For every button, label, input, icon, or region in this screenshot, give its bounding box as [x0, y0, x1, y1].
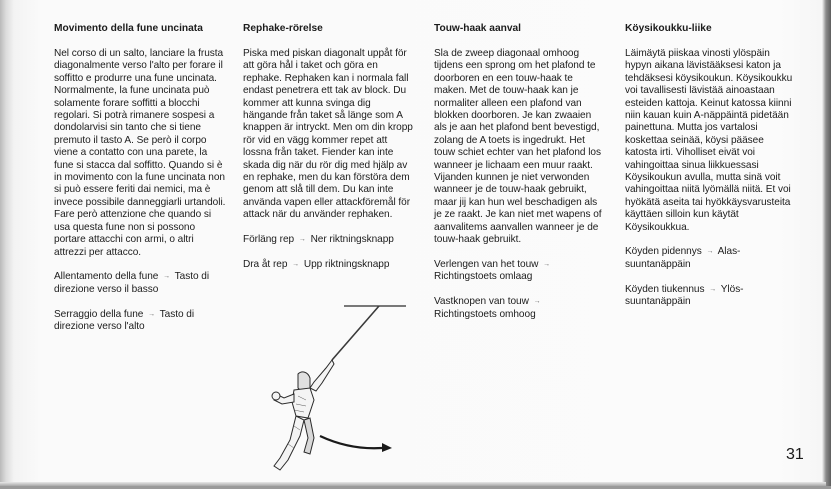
- section-body: Läimäytä piiskaa vinosti ylöspäin hypyn aikana lävistääksesi katon ja tehdäksesi köysikoukun. Köysikoukku voi tavallisesti lävistää ainoastaan esteiden kattoja. Keinut katossa kiinni niin kauan kuin A-näppäintä pidetään painettuna. Mutta jos vartalosi koskettaa seinää, köysi pääsee katosta irti. Viholliset eivät voi vahingoittaa sinua liikkuessasi Köysikoukun avulla, mutta sinä voit vahingoittaa niitä lyömällä niitä. Et voi hyökätä aseita tai hyökkäysvarusteita käyttäen silloin kun käytät Köysikoukkua.: [625, 48, 793, 233]
- control-line: [434, 296, 606, 321]
- section-heading: Rephake-rörelse: [243, 23, 323, 34]
- control-line: [625, 246, 755, 271]
- control-line: [434, 259, 606, 284]
- arrow-icon: →: [706, 248, 714, 256]
- control-key: Alas-suuntanäppäin: [625, 246, 741, 270]
- page-number: 31: [786, 446, 804, 463]
- section-heading: Touw-haak aanval: [434, 23, 521, 34]
- arrow-icon: →: [709, 285, 717, 293]
- arrow-icon: →: [533, 298, 541, 306]
- control-key: Richtingstoets omlaag: [434, 271, 533, 283]
- control-action: Verlengen van het touw: [434, 258, 539, 270]
- section-body: Sla de zweep diagonaal omhoog tijdens een sprong om het plafond te doorboren en een touw-haak te maken. Met de touw-haak kan je normaliter alleen een plafond van blokken doorboren. Je kan zwaaien als je aan het plafond bent bevestigd, zolang de A toets is ingedrukt. Het touw schiet echter van het plafond los wanneer je lichaam een muur raakt. Vijanden kunnen je niet verwonden wanneer je de touw-haak gebruikt, maar jij kan hun wel beschadigen als je ze raakt. Je kan niet met wapens of aanvalitems aanvallen wanneer je de touw-haak gebruikt.: [434, 48, 602, 246]
- control-key: Richtingstoets omhoog: [434, 308, 536, 320]
- control-action: Serraggio della fune: [54, 308, 144, 320]
- section-body: Nel corso di un salto, lanciare la frusta diagonalmente verso l'alto per forare il soffitto e produrre una fune uncinata. Normalmente, la fune uncinata può solamente forare soffitti a blocchi regolari. Si potrà rimanere sospesi a dondolarvisi sin tanto che si tiene premuto il tasto A. Se però il corpo viene a contatto con una parete, la fune si stacca dal soffitto. Quando si è in movimento con la fune uncinata non si può essere feriti dai nemici, ma è invece possibile danneggiarli urtandoli. Fare però attenzione che quando si usa questa fune non si possono portare attacchi con armi, o altri attrezzi per attacco.: [54, 48, 226, 258]
- arrow-icon: →: [163, 273, 171, 281]
- column-dutch: [434, 22, 606, 333]
- control-action: Dra åt rep: [243, 258, 288, 270]
- section-heading: Köysikoukku-liike: [625, 23, 712, 34]
- control-key: Tasto di direzione verso il basso: [54, 271, 210, 295]
- control-action: Köyden pidennys: [625, 246, 702, 258]
- control-key: Ylös-suuntanäppäin: [625, 283, 744, 308]
- control-line: [54, 271, 226, 296]
- control-action: Allentamento della fune: [54, 271, 159, 283]
- control-line: [625, 284, 755, 309]
- arrow-icon: →: [543, 260, 551, 268]
- section-heading: Movimento della fune uncinata: [54, 23, 203, 34]
- arrow-icon: →: [298, 236, 306, 244]
- arrow-icon: →: [148, 310, 156, 318]
- section-body: Piska med piskan diagonalt uppåt för att göra hål i taket och göra en rephake. Rephaken kan i normala fall endast penetrera ett tak av block. Du kommer att kunna svinga dig hängande från taket så länge som A knappen är intryckt. Men om din kropp rör vid en vägg kommer repet att lossna från taket. Fiender kan inte skada dig när du rör dig med hjälp av en rephake, men du kan förstöra dem genom att slå till dem. Du kan inte använda vapen eller attackföremål för attack när du använder rephaken.: [243, 48, 413, 221]
- control-line: [243, 234, 413, 246]
- control-line: [243, 259, 413, 271]
- control-action: Förläng rep: [243, 234, 295, 246]
- column-swedish: [243, 22, 413, 284]
- arrow-icon: →: [292, 260, 300, 268]
- control-key: Ner riktningsknapp: [310, 234, 394, 246]
- control-key: Tasto di direzione verso l'alto: [54, 308, 195, 332]
- control-key: Upp riktningsknapp: [303, 258, 390, 270]
- control-action: Köyden tiukennus: [625, 283, 705, 295]
- control-action: Vastknopen van touw: [434, 296, 529, 308]
- rope-swing-illustration: [250, 290, 430, 480]
- control-line: [54, 309, 226, 334]
- column-finnish: [625, 22, 797, 321]
- column-italian: [54, 22, 226, 346]
